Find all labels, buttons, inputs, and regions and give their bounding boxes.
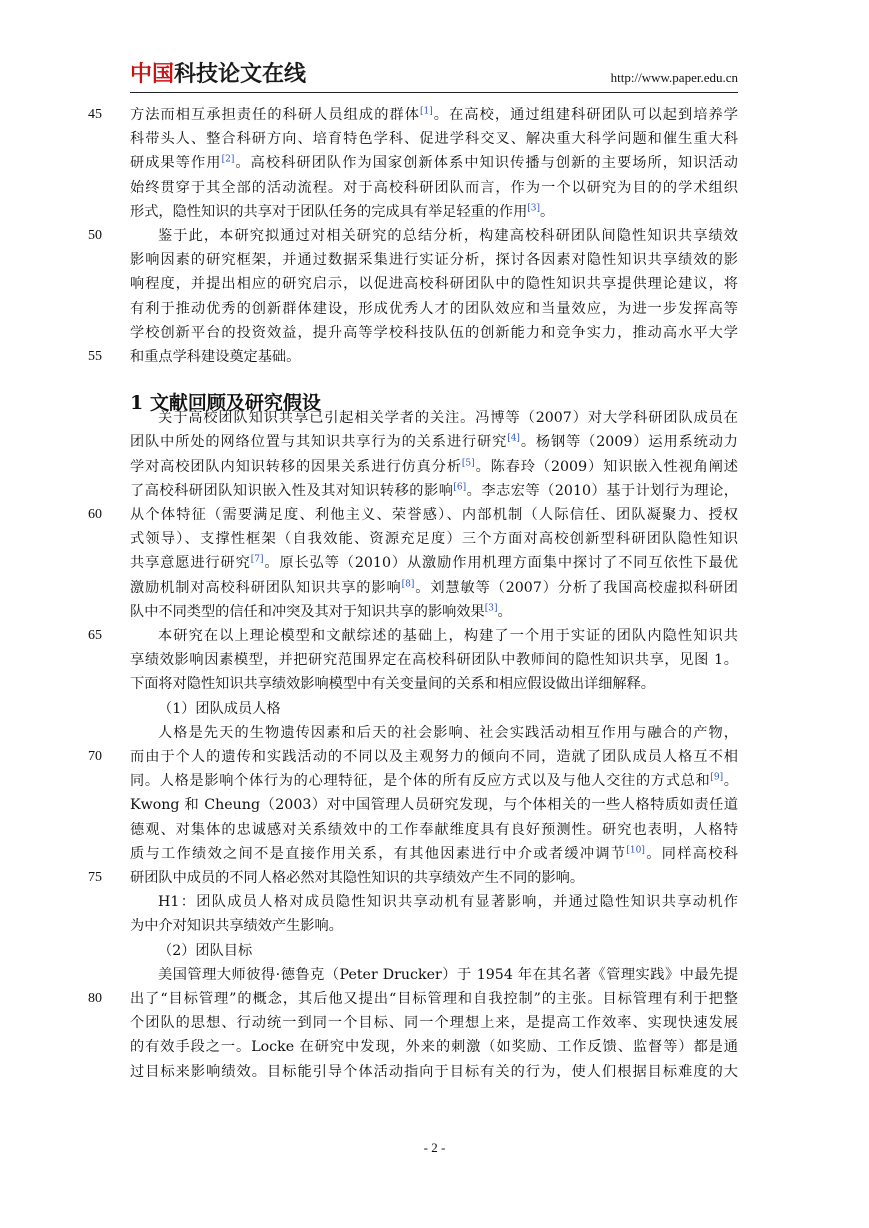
page-header — [130, 60, 738, 92]
text-line — [130, 915, 738, 937]
line-text: 鉴于此，本研究拟通过对相关研究的总结分析，构建高校科研团队间隐性知识共享绩效 — [158, 228, 738, 244]
line-text: 方法而相互承担责任的科研人员组成的群体 — [130, 107, 420, 123]
citation-ref[interactable]: [2] — [221, 154, 235, 165]
text-line — [130, 722, 738, 744]
line-text-tail: 。原长弘等（2010）从激励作用机理方面集中探讨了不同互依性下最优 — [263, 555, 738, 571]
text-line — [130, 1061, 738, 1083]
line-number: 45 — [88, 107, 102, 122]
text-line — [130, 577, 738, 599]
line-text: 个团队的思想、行动统一到同一个目标、同一个理想上来，是提高工作效率、实现快速发展 — [130, 1015, 738, 1031]
line-text: 从个体特征（需要满足度、利他主义、荣誉感）、内部机制（人际信任、团队凝聚力、授权 — [130, 507, 738, 523]
text-line — [130, 346, 738, 368]
header-divider — [130, 92, 738, 93]
citation-ref[interactable]: [7] — [250, 554, 264, 565]
line-number: 70 — [88, 749, 102, 764]
line-text: Kwong 和 Cheung（2003）对中国管理人员研究发现，与个体相关的一些人格特质如责任道 — [130, 797, 738, 813]
text-line — [130, 964, 738, 986]
section-heading: 1 文献回顾及研究假设 — [130, 392, 321, 414]
line-number: 80 — [88, 991, 102, 1006]
line-text: 团队中所处的网络位置与其知识共享行为的关系进行研究 — [130, 434, 508, 450]
citation-ref[interactable]: [8] — [401, 579, 415, 590]
line-text: 学校创新平台的投资效益，提升高等学校科技队伍的创新能力和竞争实力，推动高水平大学 — [130, 325, 738, 341]
text-line — [130, 298, 738, 320]
citation-ref[interactable]: [1] — [419, 106, 433, 117]
header-url[interactable]: http://www.paper.edu.cn — [610, 70, 738, 85]
line-text: H1：团队成员人格对成员隐性知识共享动机有显著影响，并通过隐性知识共享动机作 — [158, 894, 738, 910]
line-text: 研团队中成员的不同人格必然对其隐性知识的共享绩效产生不同的影响。 — [130, 870, 585, 886]
line-number: 50 — [88, 228, 102, 243]
line-text: 激励机制对高校科研团队知识共享的影响 — [130, 580, 402, 596]
text-line — [130, 649, 738, 671]
line-text-tail: 。李志宏等（2010）基于计划行为理论， — [466, 483, 738, 499]
line-text: 本研究在以上理论模型和文献综述的基础上，构建了一个用于实证的团队内隐性知识共 — [158, 628, 738, 644]
citation-ref[interactable]: [6] — [453, 482, 467, 493]
line-text: 了高校科研团队知识嵌入性及其对知识转移的影响 — [130, 483, 454, 499]
text-line — [130, 1036, 738, 1058]
text-line — [130, 322, 738, 344]
line-text: 研成果等作用 — [130, 155, 222, 171]
text-line — [130, 431, 738, 453]
citation-ref[interactable]: [9] — [710, 772, 724, 783]
line-number: 60 — [88, 507, 102, 522]
line-text-tail: 。杨钢等（2009）运用系统动力 — [519, 434, 738, 450]
text-line — [130, 456, 738, 478]
line-text: 下面将对隐性知识共享绩效影响模型中有关变量间的关系和相应假设做出详细解释。 — [130, 676, 655, 692]
citation-ref[interactable]: [4] — [507, 433, 520, 444]
citation-ref[interactable]: [3] — [484, 603, 498, 614]
line-text-tail: 。刘慧敏等（2007）分析了我国高校虚拟科研团 — [414, 580, 738, 596]
line-text: 同。人格是影响个体行为的心理特征，是个体的所有反应方式以及与他人交往的方式总和 — [130, 773, 711, 789]
text-line — [130, 504, 738, 526]
line-text: 学对高校团队内知识转移的因果关系进行仿真分析 — [130, 459, 462, 475]
text-line — [130, 273, 738, 295]
line-text-tail: 。 — [497, 604, 512, 620]
line-text-tail: 。 — [540, 204, 555, 220]
line-text: 影响因素的研究框架，并通过数据采集进行实证分析，探讨各因素对隐性知识共享绩效的影 — [130, 252, 738, 268]
page-number: - 2 - — [423, 1140, 446, 1155]
line-text: 的有效手段之一。Locke 在研究中发现，外来的刺激（如奖励、工作反馈、监督等）都是通 — [130, 1039, 738, 1055]
line-text: 形式，隐性知识的共享对于团队任务的完成具有举足轻重的作用 — [130, 204, 528, 220]
text-line — [130, 698, 738, 720]
text-line — [130, 480, 738, 502]
line-text: 共享意愿进行研究 — [130, 555, 251, 571]
line-text: 而由于个人的遗传和实践活动的不同以及主观努力的倾向不同，造就了团队成员人格互不相 — [130, 749, 738, 765]
line-text-tail: 。陈春玲（2009）知识嵌入性视角阐述 — [474, 459, 738, 475]
line-text: 过目标来影响绩效。目标能引导个体活动指向于目标有关的行为，使人们根据目标难度的大 — [130, 1064, 738, 1080]
line-text: （2）团队目标 — [158, 943, 253, 959]
citation-ref[interactable]: [3] — [527, 203, 541, 214]
text-line — [130, 177, 738, 199]
text-line — [130, 988, 738, 1010]
text-line — [130, 843, 738, 865]
line-text: 科带头人、整合科研方向、培育特色学科、促进学科交叉、解决重大科学问题和催生重大科 — [130, 131, 738, 147]
line-text: 质与工作绩效之间不是直接作用关系，有其他因素进行中介或者缓冲调节 — [130, 846, 627, 862]
text-line — [130, 225, 738, 247]
text-line — [130, 770, 738, 792]
text-line — [130, 201, 738, 223]
text-line — [130, 794, 738, 816]
line-text: 美国管理大师彼得·德鲁克（Peter Drucker）于 1954 年在其名著《管理实践》中最先提 — [158, 967, 738, 983]
text-line — [130, 673, 738, 695]
line-text: 人格是先天的生物遗传因素和后天的社会影响、社会实践活动相互作用与融合的产物， — [158, 725, 738, 741]
line-text: 队中不同类型的信任和冲突及其对于知识共享的影响效果 — [130, 604, 485, 620]
text-line — [130, 552, 738, 574]
text-line — [130, 152, 738, 174]
line-text: 有利于推动优秀的创新群体建设，形成优秀人才的团队效应和当量效应，为进一步发挥高等 — [130, 301, 738, 317]
line-text-tail: 。在高校，通过组建科研团队可以起到培养学 — [432, 107, 738, 123]
line-text: 始终贯穿于其全部的活动流程。对于高校科研团队而言，作为一个以研究为目的的学术组织 — [130, 180, 738, 196]
text-line — [130, 1012, 738, 1034]
logo-text-dark: 科技论文在线 — [174, 62, 307, 87]
text-line — [130, 819, 738, 841]
line-text-tail: 。同样高校科 — [644, 846, 738, 862]
text-line — [130, 128, 738, 150]
site-logo[interactable] — [130, 60, 306, 90]
line-number: 55 — [88, 349, 102, 364]
citation-ref[interactable]: [5] — [461, 458, 475, 469]
text-line — [130, 867, 738, 889]
line-text: （1）团队成员人格 — [158, 701, 281, 717]
citation-ref[interactable]: [10] — [626, 845, 645, 856]
line-number: 75 — [88, 870, 102, 885]
line-number: 65 — [88, 628, 102, 643]
line-text-tail: 。高校科研团队作为国家创新体系中知识传播与创新的主要场所，知识活动 — [234, 155, 738, 171]
text-line — [130, 249, 738, 271]
text-line — [130, 104, 738, 126]
line-text: 为中介对知识共享绩效产生影响。 — [130, 918, 343, 934]
line-text-tail: 。 — [723, 773, 738, 789]
line-text: 德观、对集体的忠诚感对关系绩效中的工作奉献维度具有良好预测性。研究也表明，人格特 — [130, 822, 738, 838]
line-text: 享绩效影响因素模型，并把研究范围界定在高校科研团队中教师间的隐性知识共享，见图 1。 — [130, 652, 738, 668]
text-line — [130, 940, 738, 962]
text-line — [130, 891, 738, 913]
text-line — [130, 625, 738, 647]
text-line — [130, 601, 738, 623]
line-text: 式领导）、支撑性框架（自我效能、资源充足度）三个方面对高校创新型科研团队隐性知识 — [130, 531, 738, 547]
line-text: 出了“目标管理”的概念，其后他又提出“目标管理和自我控制”的主张。目标管理有利于把整 — [130, 991, 738, 1007]
logo-text-red: 中国 — [130, 62, 175, 87]
text-line — [130, 746, 738, 768]
line-text: 响程度，并提出相应的研究启示，以促进高校科研团队中的隐性知识共享提供理论建议，将 — [130, 276, 738, 292]
line-text: 关于高校团队知识共享已引起相关学者的关注。冯博等（2007）对大学科研团队成员在 — [158, 410, 738, 426]
text-line — [130, 528, 738, 550]
line-text: 和重点学科建设奠定基础。 — [130, 349, 301, 365]
